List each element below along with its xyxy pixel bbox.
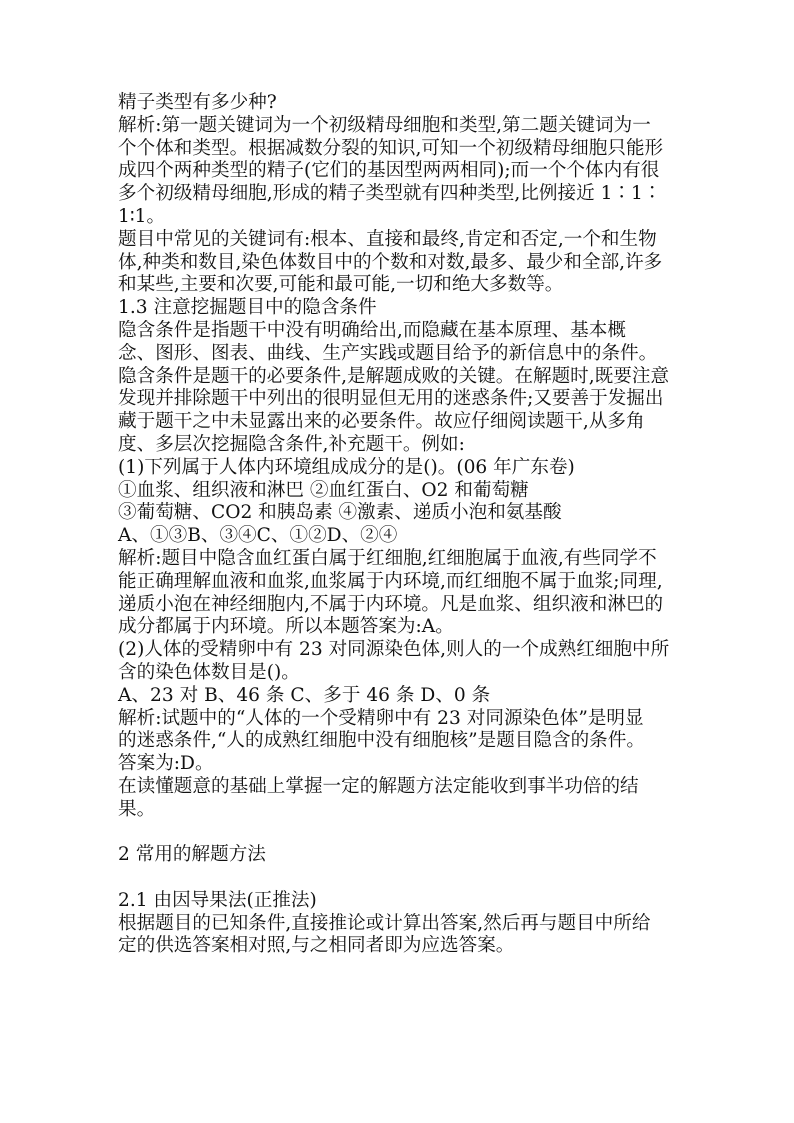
spacer — [118, 822, 678, 845]
text-line: 念、图形、图表、曲线、生产实践或题目给予的新信息中的条件。 — [118, 342, 658, 364]
question-1-option-line: ①血浆、组织液和淋巴 ②血红蛋白、O2 和葡萄糖 — [118, 479, 529, 501]
section-heading-2: 2 常用的解题方法 — [118, 844, 266, 866]
text-line: 体,种类和数目,染色体数目中的个数和对数,最多、最少和全部,许多 — [118, 251, 663, 273]
document-page — [118, 92, 678, 958]
keywords-paragraph-line: 题目中常见的关键词有:根本、直接和最终,肯定和否定,一个和生物 — [118, 228, 657, 250]
text-line: 精子类型有多少种? — [118, 92, 277, 113]
text-line: 能正确理解血液和血浆,血浆属于内环境,而红细胞不属于血浆;同理, — [118, 570, 663, 592]
text-line: 果。 — [118, 798, 156, 820]
conclusion-paragraph-line: 在读懂题意的基础上掌握一定的解题方法定能收到事半功倍的结 — [118, 775, 639, 797]
question-1-choices: A、①③B、③④C、①②D、②④ — [118, 525, 398, 547]
question-1-analysis-line: 解析:题目中隐含血红蛋白属于红细胞,红细胞属于血液,有些同学不 — [118, 547, 657, 569]
text-line: 和某些,主要和次要,可能和最可能,一切和绝大多数等。 — [118, 274, 564, 296]
question-1-option-line: ③葡萄糖、CO2 和胰岛素 ④激素、递质小泡和氨基酸 — [118, 502, 562, 524]
analysis-paragraph-line: 解析:第一题关键词为一个初级精母细胞和类型,第二题关键词为一 — [118, 114, 651, 136]
question-2-analysis-line: 解析:试题中的“人体的一个受精卵中有 23 对同源染色体”是明显 — [118, 707, 644, 729]
section-heading-2-1: 2.1 由因导果法(正推法) — [118, 889, 317, 911]
method-paragraph-line: 根据题目的已知条件,直接推论或计算出答案,然后再与题目中所给 — [118, 912, 651, 934]
text-line: 答案为:D。 — [118, 753, 214, 775]
text-line: 度、多层次挖掘隐含条件,补充题干。例如: — [118, 433, 465, 455]
text-line: 隐含条件是题干的必要条件,是解题成败的关键。在解题时,既要注意 — [118, 365, 670, 387]
section-heading-1-3: 1.3 注意挖掘题目中的隐含条件 — [118, 297, 377, 319]
text-line: 成四个两种类型的精子(它们的基因型两两相同);而一个个体内有很 — [118, 160, 660, 182]
text-line: 多个初级精母细胞,形成的精子类型就有四种类型,比例接近 1∶1∶ — [118, 183, 662, 205]
text-line: 含的染色体数目是()。 — [118, 661, 300, 683]
text-line: 定的供选答案相对照,与之相同者即为应选答案。 — [118, 935, 515, 957]
question-2-choices: A、23 对 B、46 条 C、多于 46 条 D、0 条 — [118, 684, 491, 706]
text-line: 个个体和类型。根据减数分裂的知识,可知一个初级精母细胞只能形 — [118, 137, 664, 159]
text-line: 1∶1。 — [118, 205, 166, 227]
question-2-stem: (2)人体的受精卵中有 23 对同源染色体,则人的一个成熟红细胞中所 — [118, 639, 670, 661]
hidden-condition-paragraph-line: 隐含条件是指题干中没有明确给出,而隐藏在基本原理、基本概 — [118, 319, 626, 341]
question-1-stem: (1)下列属于人体内环境组成成分的是()。(06 年广东卷) — [118, 456, 575, 478]
text-line: 成分都属于内环境。所以本题答案为:A。 — [118, 616, 454, 638]
text-line: 的迷惑条件,“人的成熟红细胞中没有细胞核”是题目隐含的条件。 — [118, 730, 645, 752]
spacer — [118, 867, 678, 890]
text-line: 藏于题干之中未显露出来的必要条件。故应仔细阅读题干,从多角 — [118, 411, 645, 433]
text-line: 递质小泡在神经细胞内,不属于内环境。凡是血浆、组织液和淋巴的 — [118, 593, 664, 615]
text-line: 发现并排除题干中列出的很明显但无用的迷惑条件;又要善于发掘出 — [118, 388, 664, 410]
